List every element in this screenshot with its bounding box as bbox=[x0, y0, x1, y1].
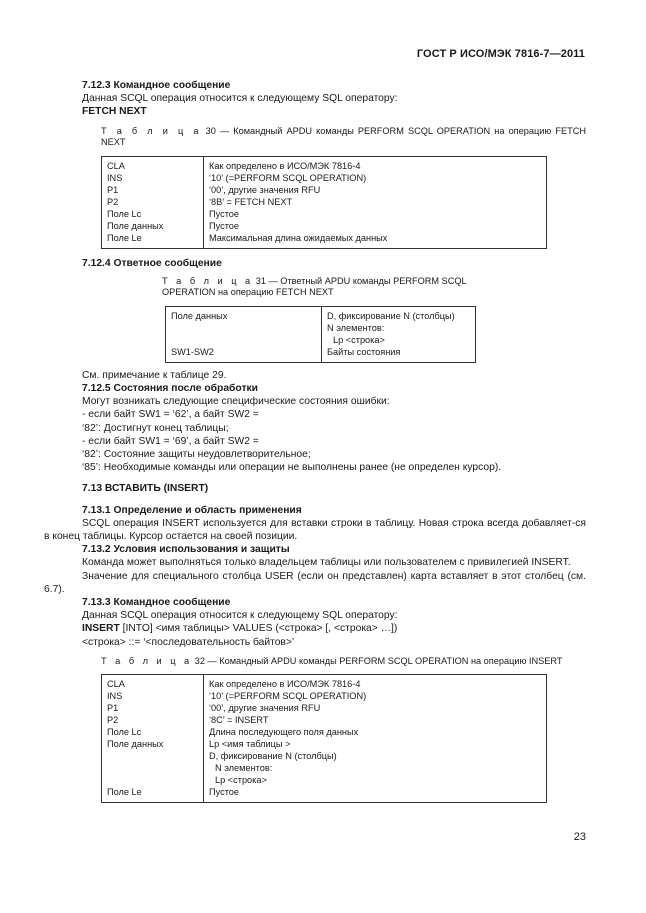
table-30-field-column: CLA INS P1 P2 Поле Lc Поле данных Поле Le bbox=[102, 156, 204, 248]
sql-statement: FETCH NEXT bbox=[82, 106, 147, 118]
heading-7-12-5: 7.12.5 Состояния после обработки bbox=[82, 383, 258, 395]
heading-7-13-1: 7.13.1 Определение и область применения bbox=[82, 504, 302, 516]
table-32 bbox=[101, 674, 547, 803]
heading-7-12-4: 7.12.4 Ответное сообщение bbox=[82, 257, 222, 269]
table-31-caption: Т а б л и ц а 31 — Ответный APDU команды PERFORM SCQL OPERATION на операцию FETCH NEXT bbox=[162, 275, 467, 298]
table-30-value-column: Как определено в ИСО/МЭК 7816-4 ‘10’ (=PERFORM SCQL OPERATION) ‘00’, другие значения RFU ‘8B’ = FETCH NEXT Пустое Пустое Максимальная длина ожидаемых данных bbox=[204, 156, 547, 248]
table-31-value-column: D, фиксирование N (столбцы) N элементов: Lp <строка> Байты состояния bbox=[322, 306, 476, 362]
heading-7-13-3: 7.13.3 Командное сообщение bbox=[82, 597, 231, 609]
table-32-caption: Т а б л и ц а 32 — Командный APDU команды PERFORM SCQL OPERATION на операцию INSERT bbox=[101, 655, 563, 666]
list-item: ‘82’: Достигнут конец таблицы; bbox=[82, 422, 229, 434]
table-row bbox=[102, 156, 547, 248]
note: См. примечание к таблице 29. bbox=[82, 369, 227, 381]
table-30-caption: Т а б л и ц а 30 — Командный APDU команды PERFORM SCQL OPERATION на операцию FETCH NEXT bbox=[101, 125, 586, 148]
list-item: ‘85’: Необходимые команды или операции не выполнены ранее (не определен курсор). bbox=[82, 462, 502, 474]
heading-7-13-2: 7.13.2 Условия использования и защиты bbox=[82, 544, 290, 556]
list-item: - если байт SW1 = ‘69’, а байт SW2 = bbox=[82, 435, 259, 447]
table-row bbox=[102, 675, 547, 803]
heading-7-12-3: 7.12.3 Командное сообщение bbox=[82, 80, 231, 91]
list-item: ‘82’: Состояние защиты неудовлетворительное; bbox=[82, 449, 311, 461]
row-definition: <строка> ::= ‘<последовательность байтов>’ bbox=[82, 636, 295, 648]
running-header: ГОСТ Р ИСО/МЭК 7816-7—2011 bbox=[416, 48, 585, 60]
table-30 bbox=[101, 156, 547, 249]
sql-statement: INSERT [INTO] <имя таблицы> VALUES (<строка> [, <строка> …]) bbox=[82, 623, 398, 635]
page-content bbox=[44, 79, 586, 803]
table-32-value-column: Как определено в ИСО/МЭК 7816-4 ‘10’ (=PERFORM SCQL OPERATION) ‘00’, другие значения RFU ‘8C’ = INSERT Длина последующего поля данных Lp <имя таблицы > D, фиксирование N (столбцы) N элементов: Lp <строка> Пустое bbox=[204, 675, 547, 803]
paragraph: Данная SCQL операция относится к следующему SQL оператору: bbox=[82, 93, 398, 105]
table-31 bbox=[165, 306, 476, 363]
paragraph: Данная SCQL операция относится к следующему SQL оператору: bbox=[82, 610, 398, 622]
table-32-field-column: CLA INS P1 P2 Поле Lc Поле данных Поле Le bbox=[102, 675, 204, 803]
heading-7-13: 7.13 ВСТАВИТЬ (INSERT) bbox=[82, 483, 209, 495]
table-row bbox=[166, 306, 476, 362]
list-item: - если байт SW1 = ‘62’, а байт SW2 = bbox=[82, 409, 259, 421]
paragraph: Команда может выполняться только владельцем таблицы или пользователем с привилегией INSERT. bbox=[82, 557, 571, 569]
paragraph: Значение для специального столбца USER (если он представлен) карта вставляет в этот столбец (см. 6.7). bbox=[44, 570, 586, 595]
paragraph: SCQL операция INSERT используется для вставки строки в таблицу. Новая строка всегда добавляет-ся в конец таблицы. Курсор остается на своей позиции. bbox=[44, 517, 586, 543]
table-31-field-column: Поле данных SW1-SW2 bbox=[166, 306, 322, 362]
list-item: Могут возникать следующие специфические состояния ошибки: bbox=[82, 396, 390, 408]
page-number: 23 bbox=[573, 831, 586, 843]
